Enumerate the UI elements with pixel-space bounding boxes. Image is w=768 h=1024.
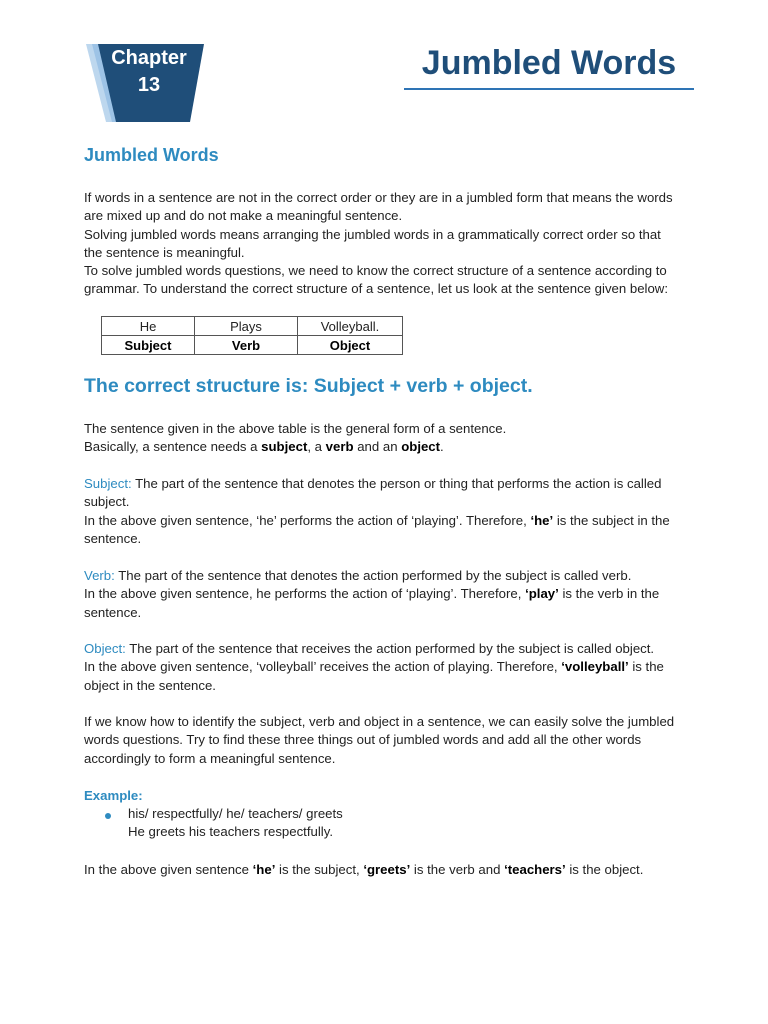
title-underline (404, 88, 694, 90)
table-cell: Plays (195, 317, 298, 336)
text-line: object in the sentence. (84, 677, 216, 693)
intro-line: If words in a sentence are not in the correct order or they are in a jumbled form that means the words (84, 190, 673, 205)
text-span: The part of the sentence that receives the action performed by the subject is called object. (125, 641, 655, 656)
intro-line: Solving jumbled words means arranging the jumbled words in a grammatically correct order so that (84, 226, 661, 242)
text-span: The part of the sentence that denotes the person or thing that performs the action is called (131, 476, 662, 491)
text-span: , a (307, 439, 326, 455)
text-line: The sentence given in the above table is the general form of a sentence. (84, 421, 507, 436)
text-span: is the verb in the (558, 586, 660, 602)
example-item (128, 805, 688, 842)
table-cell: Volleyball. (298, 317, 403, 336)
text-line: sentence. (84, 604, 142, 620)
page-title: Jumbled Words (421, 44, 677, 82)
bold-term: subject (261, 439, 308, 455)
bold-term: verb (325, 439, 354, 455)
chapter-label (94, 45, 204, 99)
text-span: In the above given sentence, ‘volleyball’ receives the action of playing. Therefore, (84, 659, 562, 675)
verb-paragraph (84, 567, 694, 622)
intro-line: To solve jumbled words questions, we need to know the correct structure of a sentence according to (84, 263, 667, 279)
example-label: Example: (84, 788, 143, 803)
table-row (102, 336, 403, 355)
section-heading: Jumbled Words (84, 145, 219, 165)
example-answer: He greets his teachers respectfully. (128, 824, 333, 840)
table-cell: Object (298, 336, 403, 355)
chapter-word: Chapter (111, 47, 187, 69)
text-span: is the verb and (410, 862, 505, 877)
bold-term: ‘volleyball’ (561, 659, 629, 675)
intro-line: grammar. To understand the correct structure of a sentence, let us look at the sentence given below: (84, 281, 668, 297)
object-label: Object: (84, 641, 126, 656)
text-span: In the above given sentence, he performs the action of ‘playing’. Therefore, (84, 586, 526, 602)
text-span: . (440, 439, 444, 455)
bold-term: ‘greets’ (363, 862, 411, 877)
chapter-number: 13 (137, 74, 161, 96)
text-span: is the object. (565, 862, 644, 877)
verb-label: Verb: (84, 568, 115, 583)
identify-paragraph (84, 713, 694, 768)
text-span: is the (628, 659, 664, 675)
bold-term: object (401, 439, 441, 455)
subject-label: Subject: (84, 476, 132, 491)
text-line: accordingly to form a meaningful sentence. (84, 750, 336, 766)
sentence-structure-table (101, 316, 403, 355)
intro-line: the sentence is meaningful. (84, 244, 245, 260)
text-span: The part of the sentence that denotes the action performed by the subject is called verb. (114, 568, 632, 583)
text-line: words questions. Try to find these three things out of jumbled words and add all the other words (84, 732, 642, 748)
bold-term: ‘teachers’ (504, 862, 566, 877)
intro-paragraph (84, 189, 694, 299)
general-paragraph (84, 420, 694, 457)
bold-term: ‘play’ (525, 586, 559, 602)
text-span: In the above given sentence (84, 862, 253, 877)
table-cell: Subject (102, 336, 195, 355)
text-span: and an (353, 439, 402, 455)
table-cell: He (102, 317, 195, 336)
text-line: If we know how to identify the subject, verb and object in a sentence, we can easily solve the jumbled (84, 714, 675, 729)
text-span: Basically, a sentence needs a (84, 439, 262, 455)
object-paragraph (84, 640, 694, 695)
bold-term: ‘he’ (530, 512, 554, 528)
bold-term: ‘he’ (252, 862, 276, 877)
jumbled-words: his/ respectfully/ he/ teachers/ greets (128, 806, 343, 821)
subject-paragraph (84, 475, 694, 548)
final-paragraph (84, 861, 694, 879)
text-span: In the above given sentence, ‘he’ performs the action of ‘playing’. Therefore, (84, 512, 531, 528)
text-line: sentence. (84, 530, 142, 546)
text-span: is the subject in the (553, 512, 670, 528)
structure-heading: The correct structure is: Subject + verb + object. (84, 375, 533, 397)
bullet-icon (105, 813, 111, 819)
intro-line: are mixed up and do not make a meaningful sentence. (84, 208, 403, 224)
table-cell: Verb (195, 336, 298, 355)
text-line: subject. (84, 494, 130, 510)
table-row (102, 317, 403, 336)
text-span: is the subject, (275, 862, 364, 877)
